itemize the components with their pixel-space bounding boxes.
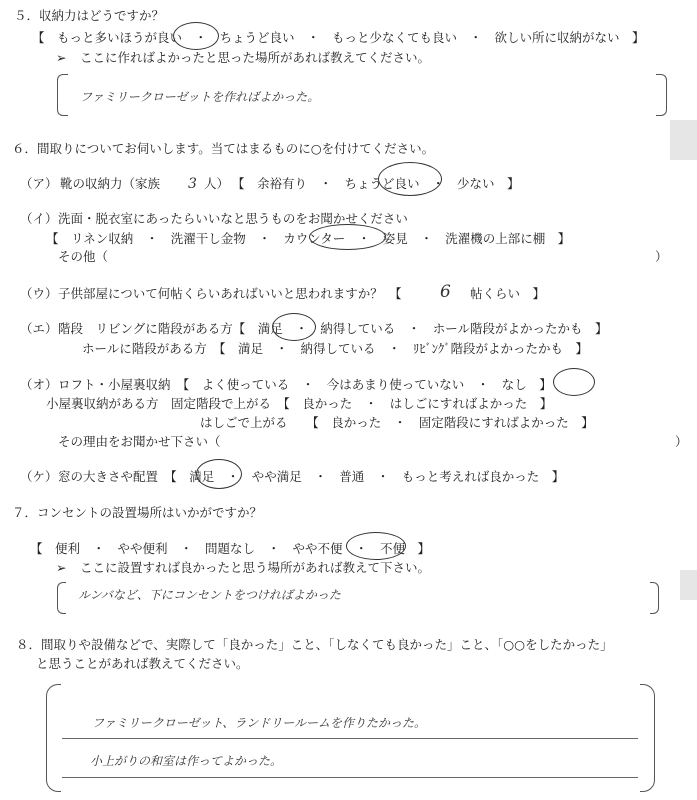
q6-e-line1: 階段 リビングに階段がある方【 満足 ・ 納得している ・ ホール階段がよかったかも 】 (58, 321, 608, 336)
q6-e-label: （エ） (20, 321, 58, 336)
q5-answer-box-left (57, 74, 68, 116)
q8-answer-box-left (46, 684, 61, 792)
q7-answer-box-right (650, 582, 659, 614)
answer-circle (196, 459, 242, 489)
q6-i-label: （イ） (20, 211, 58, 226)
q8-answer-box-right (640, 684, 655, 792)
q7-sub: ここに設置すれば良かったと思う場所があれば教えて下さい。 (80, 560, 431, 575)
q6-u-text: 子供部屋について何帖くらいあればいいと思われますか？ 【 (58, 286, 402, 301)
q5-answer-box-right (656, 74, 667, 116)
q7-answer-box-left (57, 582, 66, 614)
q6-i-options: 【 リネン収納 ・ 洗濯干し金物 ・ カウンター ・ 姿見 ・ 洗濯機の上部に棚 】 (46, 231, 571, 246)
q6-u-answer: 6 (440, 282, 451, 302)
q6-a-label: （ア） (20, 176, 58, 191)
q6-u-unit: 帖くらい 】 (470, 286, 546, 301)
q6-o-reason-close: ） (675, 434, 688, 449)
q6-ke-text: 窓の大きさや配置 【 満足 ・ やや満足 ・ 普通 ・ もっと考えれば良かった 】 (58, 469, 565, 484)
q8-ruled-line (62, 777, 638, 778)
q6-a-options: 【 余裕有り ・ ちょうど良い ・ 少ない 】 (232, 176, 520, 191)
q6-o-label: （オ） (20, 377, 58, 392)
q7-sub-marker: ➢ (56, 560, 67, 575)
q5-answer: ファミリークローゼットを作ればよかった。 (80, 90, 320, 104)
q6-o-line3: はしごで上がる 【 良かった ・ 固定階段にすればよかった 】 (200, 415, 594, 430)
q6-a-count: 3 (188, 176, 197, 192)
scan-shadow (680, 570, 697, 600)
q5-sub-marker: ➢ (56, 50, 67, 65)
q8-title-line2: と思うことがあれば教えてください。 (36, 656, 249, 671)
q6-a-text: 靴の収納力（家族 (60, 176, 161, 191)
q6-i-text: 洗面・脱衣室にあったらいいなと思うものをお聞かせください (58, 211, 408, 226)
q8-ruled-line (62, 738, 638, 739)
answer-circle (378, 162, 442, 196)
q6-e-line2: ホールに階段がある方 【 満足 ・ 納得している ・ ﾘﾋﾞﾝｸﾞ階段がよかったかも 】 (82, 341, 589, 356)
answer-circle (173, 22, 219, 50)
q5-sub: ここに作ればよかったと思った場所があれば教えてください。 (80, 50, 431, 65)
q6-i-other: その他（ (58, 249, 109, 264)
q6-title: ６．間取りについてお伺いします。当てはまるものに○を付けてください。 (12, 141, 435, 156)
q6-i-other-close: ） (655, 249, 668, 264)
q6-u-label: （ウ） (20, 286, 58, 301)
scan-shadow (670, 120, 697, 160)
q6-o-reason: その理由をお聞かせ下さい（ (58, 434, 221, 449)
q8-answer-1: ファミリークローゼット、ランドリールームを作りたかった。 (92, 716, 426, 730)
answer-circle (272, 313, 316, 341)
q6-ke-label: （ケ） (20, 469, 58, 484)
q6-o-line1: ロフト・小屋裏収納 【 よく使っている ・ 今はあまり使っていない ・ なし 】 (58, 377, 552, 392)
answer-circle (553, 368, 595, 396)
q6-a-unit: 人） (204, 176, 230, 191)
q8-answer-2: 小上がりの和室は作ってよかった。 (90, 754, 283, 768)
q6-o-line2: 小屋裏収納がある方 固定階段で上がる 【 良かった ・ はしごにすればよかった 】 (46, 396, 553, 411)
q7-options: 【 便利 ・ やや便利 ・ 問題なし ・ やや不便 ・ 不便 】 (30, 541, 431, 556)
answer-circle (309, 224, 386, 250)
q7-title: ７．コンセントの設置場所はいかがですか？ (12, 505, 263, 520)
answer-circle (346, 532, 406, 560)
q5-options: 【 もっと多いほうが良い ・ ちょうど良い ・ もっと少なくても良い ・ 欲しい所に収納がない 】 (32, 30, 645, 45)
q8-title: ８．間取りや設備などで、実際して「良かった」こと、「しなくても良かった」こと、「○○をしたかった」 (16, 637, 613, 652)
q7-answer: ルンバなど、下にコンセントをつければよかった (78, 588, 341, 602)
q5-title: ５．収納力はどうですか？ (14, 8, 165, 23)
